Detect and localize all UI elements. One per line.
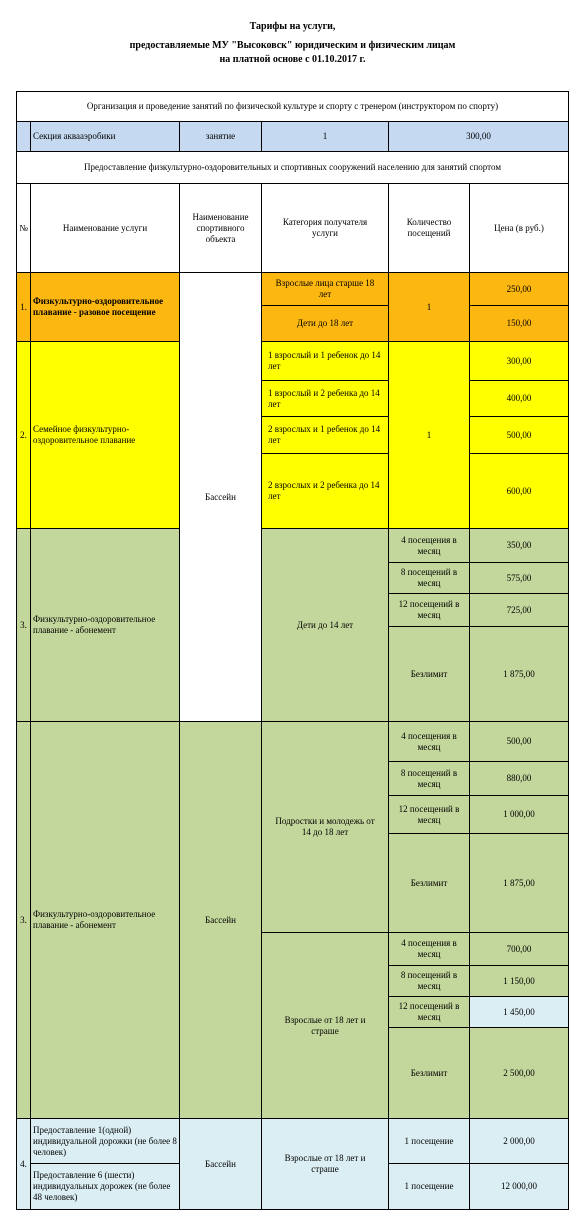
g2-visits: 1 — [388, 341, 470, 529]
g1-cat-2: Дети до 18 лет — [261, 305, 389, 342]
g4-sub2-category: Взрослые от 18 лет и страше — [261, 932, 389, 1119]
g5-num: 4. — [16, 1118, 31, 1210]
g3-price-3: 725,00 — [469, 593, 569, 627]
col-num: № — [16, 183, 31, 273]
section2-header: Предоставление физкультурно-оздоровительных и спортивных сооружений населению для занятий спортом — [16, 151, 569, 184]
g4-sub1-category: Подростки и молодежь от 14 до 18 лет — [261, 721, 389, 933]
section1-header: Организация и проведение занятий по физической культуре и спорту с тренером (инструктором по спорту) — [16, 91, 569, 122]
g2-num: 2. — [16, 341, 31, 529]
g3-price-2: 575,00 — [469, 562, 569, 594]
aqua-aerobics-count: 1 — [261, 121, 389, 152]
g4-sub2-visits-4: Безлимит — [388, 1027, 470, 1119]
g4-sub1-visits-2: 8 посещений в месяц — [388, 761, 470, 796]
aqua-aerobics-name: Секция аквааэробики — [30, 121, 180, 152]
g2-price-4: 600,00 — [469, 453, 569, 529]
g4-sub2-visits-1: 4 посещения в месяц — [388, 932, 470, 966]
g3-visits-3: 12 посещений в месяц — [388, 593, 470, 627]
g3-visits-1: 4 посещения в месяц — [388, 528, 470, 563]
g4-sub1-visits-3: 12 посещений в месяц — [388, 795, 470, 834]
g2-price-1: 300,00 — [469, 341, 569, 381]
g4-sub2-visits-2: 8 посещений в месяц — [388, 965, 470, 997]
g4-sub2-price-1: 700,00 — [469, 932, 569, 966]
g4-sub1-price-4: 1 875,00 — [469, 833, 569, 933]
g5-service-2: Предоставление 6 (шести) индивидуальных дорожек (не более 48 человек) — [30, 1163, 180, 1210]
g1-price-2: 150,00 — [469, 305, 569, 342]
title-line-3: на платной основе с 01.10.2017 г. — [219, 54, 366, 65]
g4-sub2-price-4: 2 500,00 — [469, 1027, 569, 1119]
g3-visits-4: Безлимит — [388, 626, 470, 722]
g4-sub2-visits-3: 12 посещений в месяц — [388, 996, 470, 1028]
g4-service: Физкультурно-оздоровительное плавание - абонемент — [30, 721, 180, 1119]
g2-cat-4: 2 взрослых и 2 ребенка до 14 лет — [261, 453, 389, 529]
col-price: Цена (в руб.) — [469, 183, 569, 273]
col-visits: Количество посещений — [388, 183, 470, 273]
g2-service: Семейное физкультурно-оздоровительное плавание — [30, 341, 180, 529]
g4-sub1-price-1: 500,00 — [469, 721, 569, 762]
g2-cat-1: 1 взрослый и 1 ребенок до 14 лет — [261, 341, 389, 381]
g3-service: Физкультурно-оздоровительное плавание - абонемент — [30, 528, 180, 722]
g5-price-2: 12 000,00 — [469, 1163, 569, 1210]
g3-category: Дети до 14 лет — [261, 528, 389, 722]
aqua-aerobics-price: 300,00 — [388, 121, 569, 152]
col-facility: Наименование спортивного объекта — [179, 183, 262, 273]
g2-price-3: 500,00 — [469, 416, 569, 454]
g5-category: Взрослые от 18 лет и страше — [261, 1118, 389, 1210]
g1-num: 1. — [16, 272, 31, 342]
g5-visits-2: 1 посещение — [388, 1163, 470, 1210]
g4-num: 3. — [16, 721, 31, 1119]
g5-price-1: 2 000,00 — [469, 1118, 569, 1164]
g3-visits-2: 8 посещений в месяц — [388, 562, 470, 594]
g3-num: 3. — [16, 528, 31, 722]
facility-pool: Бассейн — [179, 272, 262, 722]
g4-sub2-price-2: 1 150,00 — [469, 965, 569, 997]
g4-sub2-price-3: 1 450,00 — [469, 996, 569, 1028]
g1-service: Физкультурно-оздоровительное плавание - разовое посещение — [30, 272, 180, 342]
g3-price-4: 1 875,00 — [469, 626, 569, 722]
g4-sub1-visits-4: Безлимит — [388, 833, 470, 933]
g4-sub1-price-2: 880,00 — [469, 761, 569, 796]
g2-cat-2: 1 взрослый и 2 ребенка до 14 лет — [261, 380, 389, 417]
g3-price-1: 350,00 — [469, 528, 569, 563]
g5-service-1: Предоставление 1(одной) индивидуальной дорожки (не более 8 человек) — [30, 1118, 180, 1164]
g5-facility: Бассейн — [179, 1118, 262, 1210]
aqua-aerobics-unit: занятие — [179, 121, 262, 152]
g4-sub1-price-3: 1 000,00 — [469, 795, 569, 834]
g1-price-1: 250,00 — [469, 272, 569, 306]
col-category: Категория получателя услуги — [261, 183, 389, 273]
aqua-aerobics-num — [16, 121, 31, 152]
g4-facility: Бассейн — [179, 721, 262, 1119]
g2-cat-3: 2 взрослых и 1 ребенок до 14 лет — [261, 416, 389, 454]
g4-sub1-visits-1: 4 посещения в месяц — [388, 721, 470, 762]
title-line-2: предоставляемые МУ "Высоковск" юридическим и физическим лицам — [129, 40, 456, 51]
g5-visits-1: 1 посещение — [388, 1118, 470, 1164]
g1-visits: 1 — [388, 272, 470, 342]
g2-price-2: 400,00 — [469, 380, 569, 417]
col-service: Наименование услуги — [30, 183, 180, 273]
g1-cat-1: Взрослые лица старше 18 лет — [261, 272, 389, 306]
title-line-1: Тарифы на услуги, — [249, 21, 336, 32]
